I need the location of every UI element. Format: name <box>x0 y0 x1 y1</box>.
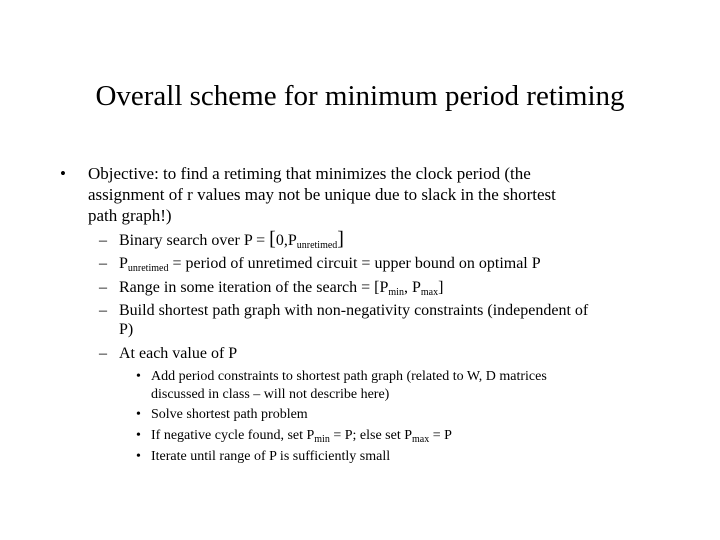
level3-bullet: • <box>136 407 141 422</box>
build-item-line-2: P) <box>119 321 134 338</box>
negative-cycle-item: If negative cycle found, set $P_{min} = P$; else set $P_{max} = P$ <box>151 428 452 445</box>
binary-search-item: Binary search over $P = [0,P_{unretimed}]$ <box>119 228 344 251</box>
level3-bullet: • <box>136 428 141 443</box>
iterate-item: Iterate until range of P is sufficiently small <box>151 449 391 464</box>
range-item: Range in some iteration of the search = [$P_{min}$, $P_{max}$] <box>119 279 444 298</box>
objective-line-1: Objective: to find a retiming that minimizes the clock period (the <box>88 164 531 183</box>
add-constraints-line-1: Add period constraints to shortest path graph (related to W, D matrices <box>151 369 547 384</box>
build-item-line-1: Build shortest path graph with non-negativity constraints (independent of <box>119 302 589 319</box>
level2-dash: – <box>99 255 107 272</box>
objective-line-2: assignment of r values may not be unique due to slack in the shortest <box>88 185 556 204</box>
level3-bullet: • <box>136 449 141 464</box>
level2-dash: – <box>99 279 107 296</box>
level3-bullet: • <box>136 369 141 384</box>
each-value-item: At each value of P <box>119 345 238 362</box>
level2-dash: – <box>99 302 107 319</box>
slide-title: Overall scheme for minimum period retiming <box>95 80 625 112</box>
level2-dash: – <box>99 232 107 249</box>
solve-item: Solve shortest path problem <box>151 407 308 422</box>
add-constraints-line-2: discussed in class – will not describe here) <box>151 387 390 402</box>
objective-line-3: path graph!) <box>88 206 172 225</box>
level1-bullet: • <box>60 164 66 183</box>
level2-dash: – <box>99 345 107 362</box>
p-unretimed-item: $P_{unretimed}$ = period of unretimed circuit = upper bound on optimal P <box>119 255 541 274</box>
